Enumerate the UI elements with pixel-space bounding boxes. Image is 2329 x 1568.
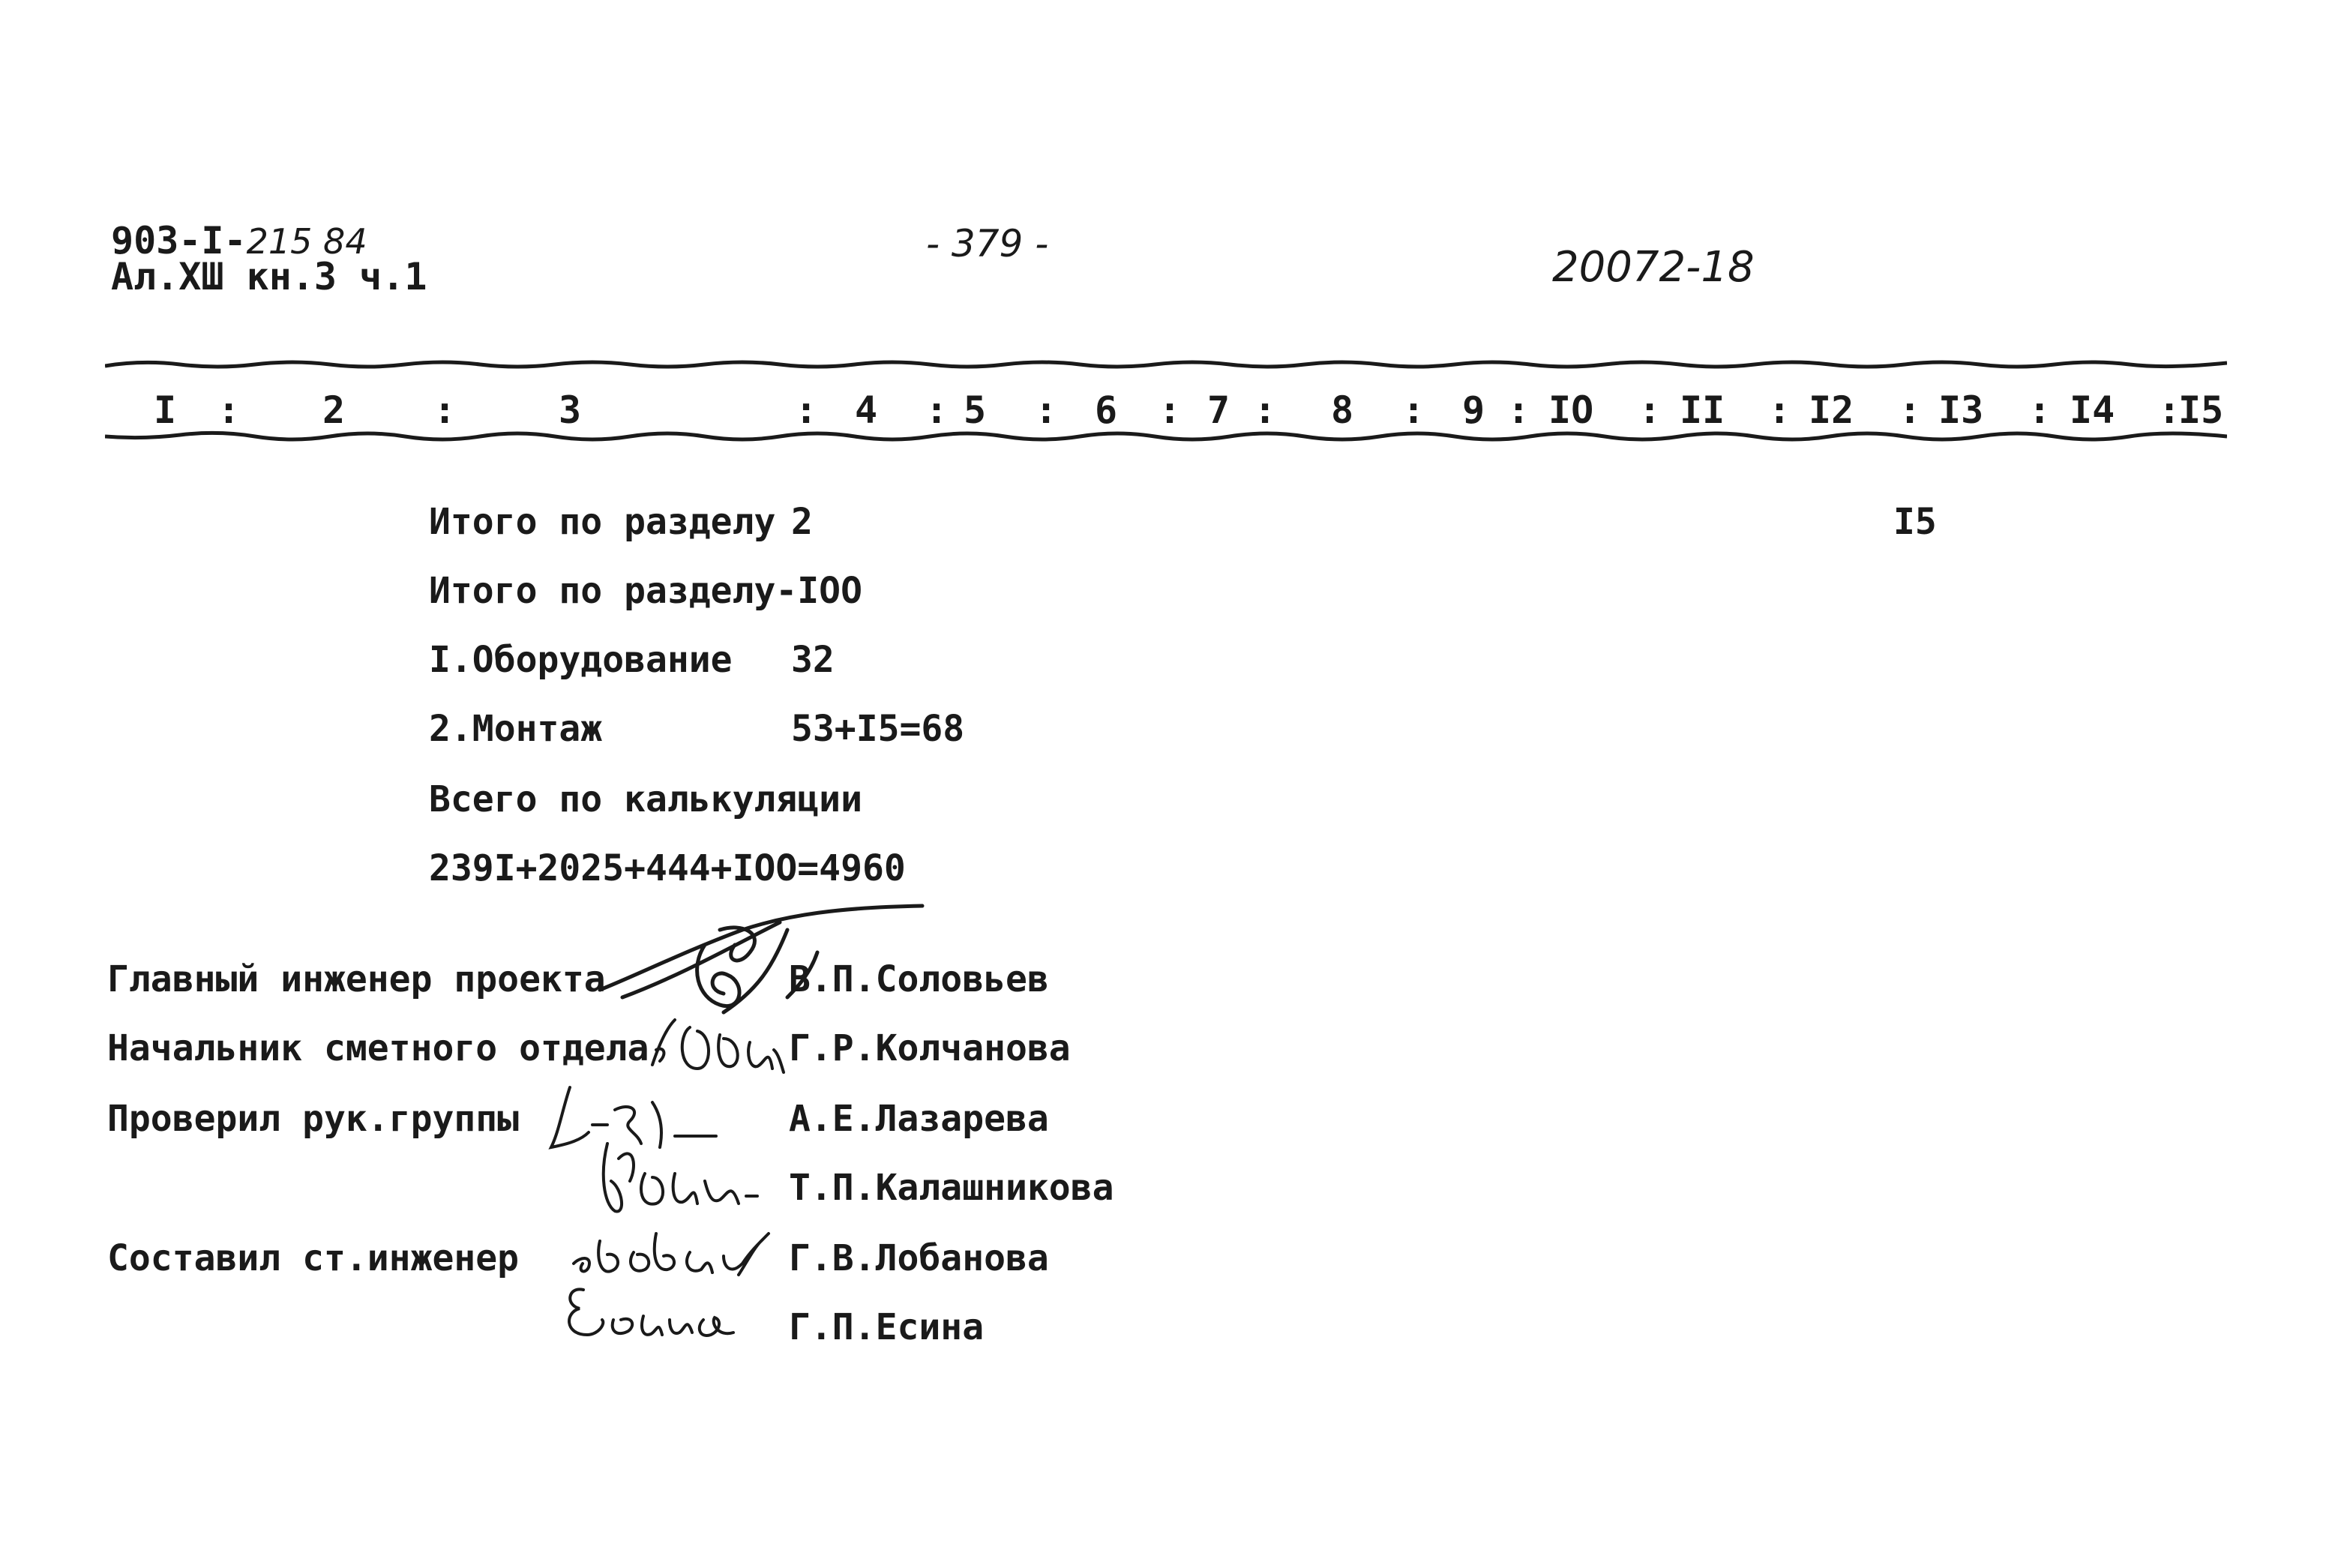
column-separator: : — [925, 388, 949, 432]
column-separator: : — [2028, 388, 2052, 432]
top-rule — [105, 357, 2227, 372]
totals-row-2 — [429, 570, 862, 612]
column-separator: : — [1159, 388, 1182, 432]
signature-name: Г.В.Лобанова — [789, 1237, 1049, 1279]
signature-name: Т.П.Калашникова — [789, 1167, 1114, 1209]
column-number: II — [1680, 388, 1725, 432]
column-separator: : — [1254, 388, 1277, 432]
column-number: 2 — [322, 388, 346, 432]
totals-row-1-extra: I5 — [1893, 501, 1937, 543]
totals-row-4-label: 2.Монтаж — [429, 708, 603, 750]
column-separator: : — [217, 388, 241, 432]
column-separator: : — [2158, 388, 2181, 432]
page-number: - 379 - — [926, 222, 1049, 265]
column-number: I — [154, 388, 177, 432]
column-number: 8 — [1331, 388, 1354, 432]
column-separator: : — [1768, 388, 1791, 432]
column-number: 9 — [1462, 388, 1485, 432]
signature-name: Г.П.Есина — [789, 1306, 985, 1348]
signature-role: Начальник сметного отдела — [107, 1027, 649, 1069]
document-code-printed: 903-I- — [111, 219, 247, 262]
column-number: 4 — [855, 388, 878, 432]
column-number: I4 — [2070, 388, 2115, 432]
totals-row-3-label: I.Оборудование — [429, 639, 733, 681]
column-number: IO — [1548, 388, 1594, 432]
signature-role: Главный инженер проекта — [107, 958, 606, 1000]
column-number: 3 — [559, 388, 582, 432]
signature-name: А.Е.Лазарева — [789, 1098, 1049, 1140]
column-separator: : — [1899, 388, 1922, 432]
column-number: 7 — [1207, 388, 1230, 432]
totals-row-1-value: 2 — [791, 501, 813, 543]
column-separator: : — [433, 388, 457, 432]
totals-row-2-value: IOO — [797, 570, 862, 612]
signature-chief-engineer — [592, 900, 930, 1020]
totals-row-1-label: Итого по разделу — [429, 501, 776, 543]
archive-number: 20072-18 — [1552, 243, 1755, 292]
column-number: 5 — [964, 388, 987, 432]
totals-row-5-label: Всего по калькуляции — [429, 778, 862, 820]
totals-row-2-label: Итого по разделу- — [429, 570, 798, 612]
totals-row-6-value: 239I+2025+444+IOO=4960 — [429, 847, 906, 889]
signature-name: В.П.Соловьев — [789, 958, 1049, 1000]
column-separator: : — [795, 388, 818, 432]
column-separator: : — [1402, 388, 1425, 432]
signature-name: Г.Р.Колчанова — [789, 1027, 1071, 1069]
album-line: Ал.ХШ кн.3 ч.1 — [111, 255, 427, 298]
column-number: I5 — [2178, 388, 2224, 432]
signature-role: Проверил рук.группы — [107, 1098, 520, 1140]
totals-row-3-value: 32 — [791, 639, 835, 681]
column-separator: : — [1507, 388, 1530, 432]
column-number: I3 — [1938, 388, 1984, 432]
signature-esina — [561, 1279, 741, 1346]
document-code-handwritten: 215 84 — [246, 221, 367, 262]
signature-head-of-estimates — [645, 1005, 787, 1087]
column-separator: : — [1638, 388, 1662, 432]
totals-row-4-value: 53+I5=68 — [791, 708, 965, 750]
signature-role: Составил ст.инженер — [107, 1237, 520, 1279]
column-separator: : — [1035, 388, 1058, 432]
column-number: 6 — [1095, 388, 1118, 432]
column-number: I2 — [1809, 388, 1854, 432]
